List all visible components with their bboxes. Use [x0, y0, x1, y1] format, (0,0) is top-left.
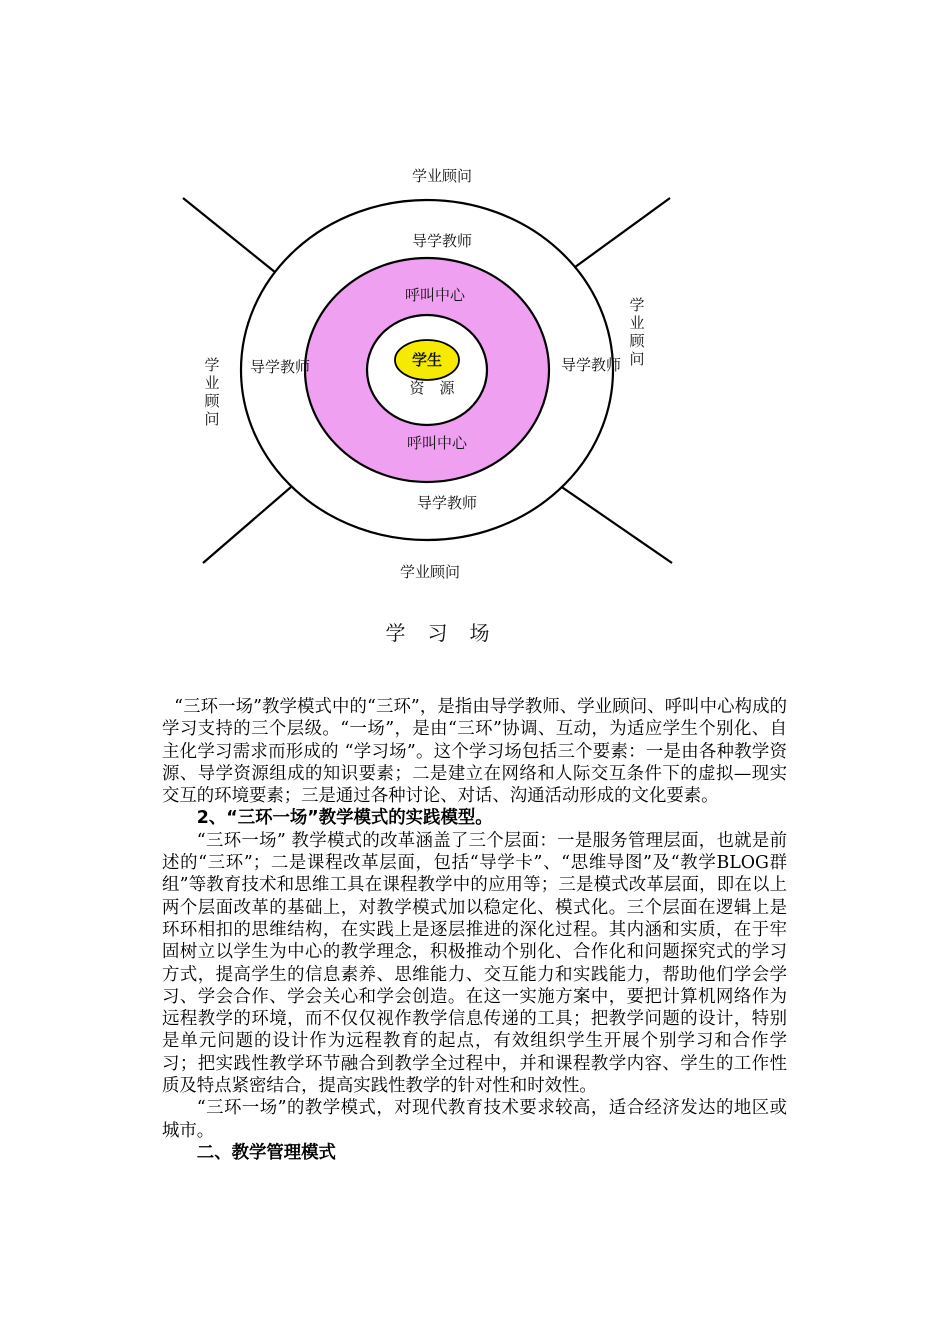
- diagram-caption: 学 习 场: [385, 621, 491, 645]
- label-advisor-left: 学业顾问: [204, 356, 220, 428]
- label-teacher-bottom: 导学教师: [416, 494, 478, 512]
- paragraph-reform-levels: “三环一场” 教学模式的改革涵盖了三个层面：一是服务管理层面，也就是前述的“三环”；二是课程改革层面，包括“导学卡”、“思维导图”及“教学BLOG群组”等教育技术和思维工具在课程教学中的应用等；三是模式改革层面，即在以上两个层面改革的基础上，对教学模式加以稳定化、模式化。三个层面在逻辑上是环环相扣的思维结构，在实践上是逐层推进的深化过程。其内涵和实质，在于牢固树立以学生为中心的教学理念，积极推动个别化、合作化和问题探究式的学习方式，提高学生的信息素养、思维能力、交互能力和实践能力，帮助他们学会学习、学会合作、学会关心和学会创造。在这一实施方案中，要把计算机网络作为远程教学的环境，而不仅仅视作教学信息传递的工具；把教学问题的设计，特别是单元问题的设计作为远程教育的起点，有效组织学生开展个别学习和合作学习；把实践性教学环节融合到教学全过程中，并和课程教学内容、学生的工作性质及特点紧密结合，提高实践性教学的针对性和时效性。: [162, 830, 787, 1097]
- paragraph-requirements: “三环一场”的教学模式，对现代教育技术要求较高，适合经济发达的地区或城市。: [162, 1098, 787, 1141]
- label-advisor-top: 学业顾问: [411, 167, 473, 185]
- label-teacher-right: 导学教师: [561, 356, 622, 374]
- heading-practice-model: 2、“三环一场”教学模式的实践模型。: [196, 808, 493, 829]
- label-teacher-left: 导学教师: [250, 358, 311, 376]
- label-call-center-top: 呼叫中心: [404, 286, 466, 304]
- paragraph-three-rings-definition: “三环一场”教学模式中的“三环”，是指由导学教师、学业顾问、呼叫中心构成的学习支持的三个层级。“一场”，是由“三环”协调、互动，为适应学生个别化、自主化学习需求而形成的 “学习场”。这个学习场包括三个要素：一是由各种教学资源、导学资源组成的知识要素；二是建立在网络和人际交互条件下的虚拟—现实交互的环境要素；三是通过各种讨论、对话、沟通活动形成的文化要素。: [162, 697, 787, 807]
- label-resources: 资 源: [409, 379, 455, 397]
- label-advisor-right: 学业顾问: [629, 296, 645, 368]
- document-body: [162, 696, 787, 1164]
- label-call-center-bottom: 呼叫中心: [406, 434, 468, 452]
- label-advisor-bottom: 学业顾问: [399, 563, 461, 581]
- label-student: 学生: [411, 351, 443, 369]
- label-teacher-top: 导学教师: [411, 232, 473, 250]
- heading-teaching-management: 二、教学管理模式: [196, 1142, 336, 1163]
